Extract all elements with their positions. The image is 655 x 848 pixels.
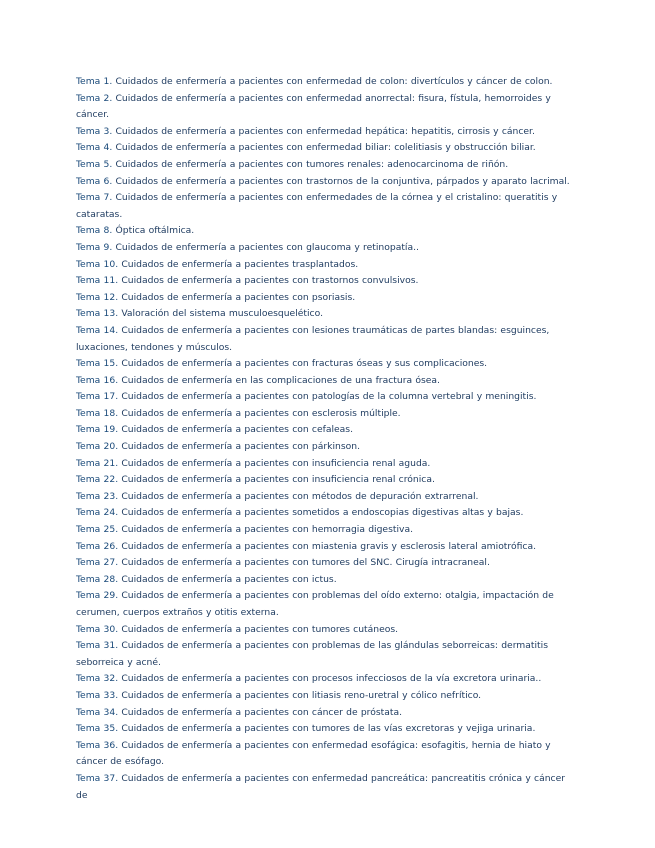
topic-number: Tema 8. bbox=[76, 225, 113, 237]
topic-item bbox=[76, 174, 576, 191]
topic-item bbox=[76, 240, 576, 257]
topic-text: Cuidados de enfermería a pacientes con problemas de las glándulas seborreicas: dermatitis seborreica y acné. bbox=[76, 640, 548, 668]
topic-text: Cuidados de enfermería a pacientes con cáncer de próstata. bbox=[121, 706, 403, 718]
topic-item bbox=[76, 588, 576, 621]
topic-number: Tema 15. bbox=[76, 358, 119, 370]
topic-text: Cuidados de enfermería a pacientes con enfermedad biliar: colelitiasis y obstrucción biliar. bbox=[115, 142, 536, 154]
topic-item bbox=[76, 456, 576, 473]
topic-item bbox=[76, 140, 576, 157]
topic-text: Cuidados de enfermería a pacientes con fracturas óseas y sus complicaciones. bbox=[121, 358, 488, 370]
topic-text: Cuidados de enfermería a pacientes con tumores de las vías excretoras y vejiga urinaria. bbox=[121, 723, 536, 735]
topic-number: Tema 18. bbox=[76, 407, 119, 419]
topic-item bbox=[76, 74, 576, 91]
topic-number: Tema 1. bbox=[76, 76, 113, 87]
topic-item bbox=[76, 572, 576, 589]
topic-text: Cuidados de enfermería a pacientes con miastenia gravis y esclerosis lateral amiotrófica. bbox=[121, 540, 536, 552]
topic-item bbox=[76, 273, 576, 290]
topic-item bbox=[76, 124, 576, 141]
topic-number: Tema 20. bbox=[76, 441, 119, 453]
topic-text: Cuidados de enfermería a pacientes con ictus. bbox=[121, 573, 337, 585]
topic-item bbox=[76, 555, 576, 572]
topic-item bbox=[76, 190, 576, 223]
topic-number: Tema 12. bbox=[76, 291, 119, 303]
topic-number: Tema 35. bbox=[76, 723, 119, 735]
topic-text: Cuidados de enfermería a pacientes con psoriasis. bbox=[121, 291, 356, 303]
topic-item bbox=[76, 422, 576, 439]
topic-number: Tema 28. bbox=[76, 573, 119, 585]
topic-text: Cuidados de enfermería a pacientes con patologías de la columna vertebral y meningitis. bbox=[121, 391, 537, 403]
topic-item bbox=[76, 738, 576, 771]
topic-number: Tema 6. bbox=[76, 175, 113, 187]
topic-text: Cuidados de enfermería a pacientes con trastornos convulsivos. bbox=[121, 275, 419, 287]
topic-item bbox=[76, 439, 576, 456]
topic-item bbox=[76, 306, 576, 323]
topic-text: Cuidados de enfermería a pacientes con tumores del SNC. Cirugía intracraneal. bbox=[121, 557, 490, 569]
topic-number: Tema 33. bbox=[76, 689, 119, 701]
topic-item bbox=[76, 522, 576, 539]
topic-text: Cuidados de enfermería a pacientes con litiasis reno-uretral y cólico nefrítico. bbox=[121, 689, 482, 701]
topic-number: Tema 32. bbox=[76, 673, 119, 685]
topic-text: Cuidados de enfermería a pacientes sometidos a endoscopias digestivas altas y bajas. bbox=[121, 507, 524, 519]
topic-text: Óptica oftálmica. bbox=[115, 225, 195, 237]
topic-text: Cuidados de enfermería a pacientes con enfermedad esofágica: esofagitis, hernia de hiato y cáncer de esófago. bbox=[76, 739, 551, 768]
topic-item bbox=[76, 721, 576, 738]
topic-number: Tema 2. bbox=[76, 92, 113, 104]
topic-number: Tema 4. bbox=[76, 142, 113, 154]
topic-text: Cuidados de enfermería a pacientes con enfermedades de la córnea y el cristalino: queratitis y cataratas. bbox=[76, 192, 558, 220]
topic-number: Tema 16. bbox=[76, 374, 119, 386]
topic-number: Tema 9. bbox=[76, 241, 113, 253]
topic-text: Cuidados de enfermería a pacientes con insuficiencia renal aguda. bbox=[121, 457, 431, 469]
topic-list bbox=[76, 74, 576, 804]
topic-item bbox=[76, 489, 576, 506]
topic-number: Tema 3. bbox=[76, 125, 113, 137]
topic-number: Tema 26. bbox=[76, 540, 119, 552]
topic-text: Cuidados de enfermería a pacientes con esclerosis múltiple. bbox=[121, 407, 401, 419]
topic-text: Cuidados de enfermería en las complicaciones de una fractura ósea. bbox=[121, 374, 440, 386]
topic-item bbox=[76, 91, 576, 124]
topic-item bbox=[76, 389, 576, 406]
topic-item bbox=[76, 356, 576, 373]
topic-number: Tema 31. bbox=[76, 640, 119, 652]
topic-item bbox=[76, 688, 576, 705]
topic-number: Tema 34. bbox=[76, 706, 119, 718]
topic-number: Tema 13. bbox=[76, 308, 119, 320]
topic-text: Cuidados de enfermería a pacientes con trastornos de la conjuntiva, párpados y aparato lacrimal. bbox=[115, 175, 570, 187]
topic-item bbox=[76, 406, 576, 423]
topic-number: Tema 19. bbox=[76, 424, 119, 436]
topic-item bbox=[76, 705, 576, 722]
topic-number: Tema 11. bbox=[76, 275, 119, 287]
topic-number: Tema 22. bbox=[76, 474, 119, 486]
topic-text: Cuidados de enfermería a pacientes con problemas del oído externo: otalgia, impactación de cerumen, cuerpos extraños y otitis externa. bbox=[76, 590, 554, 618]
topic-text: Cuidados de enfermería a pacientes con insuficiencia renal crónica. bbox=[121, 474, 435, 486]
topic-text: Cuidados de enfermería a pacientes con enfermedad hepática: hepatitis, cirrosis y cáncer. bbox=[115, 125, 535, 137]
topic-item bbox=[76, 223, 576, 240]
topic-text: Cuidados de enfermería a pacientes con párkinson. bbox=[121, 441, 360, 453]
topic-number: Tema 21. bbox=[76, 457, 119, 469]
topic-number: Tema 5. bbox=[76, 158, 113, 170]
topic-number: Tema 36. bbox=[76, 739, 119, 751]
topic-text: Valoración del sistema musculoesquelético. bbox=[121, 308, 323, 320]
topic-text: Cuidados de enfermería a pacientes con enfermedad de colon: divertículos y cáncer de colon. bbox=[115, 76, 553, 87]
topic-item bbox=[76, 505, 576, 522]
topic-item bbox=[76, 622, 576, 639]
topic-text: Cuidados de enfermería a pacientes con tumores cutáneos. bbox=[121, 623, 399, 635]
topic-item bbox=[76, 671, 576, 688]
topic-number: Tema 24. bbox=[76, 507, 119, 519]
topic-text: Cuidados de enfermería a pacientes con procesos infecciosos de la vía excretora urinaria.. bbox=[121, 673, 542, 685]
topic-text: Cuidados de enfermería a pacientes con tumores renales: adenocarcinoma de riñón. bbox=[115, 158, 509, 170]
topic-text: Cuidados de enfermería a pacientes con lesiones traumáticas de partes blandas: esguinces, luxaciones, tendones y músculos. bbox=[76, 324, 550, 353]
topic-number: Tema 25. bbox=[76, 524, 119, 536]
topic-number: Tema 27. bbox=[76, 557, 119, 569]
topic-item bbox=[76, 157, 576, 174]
topic-number: Tema 17. bbox=[76, 391, 119, 403]
topic-number: Tema 29. bbox=[76, 590, 119, 602]
topic-item bbox=[76, 539, 576, 556]
topic-number: Tema 30. bbox=[76, 623, 119, 635]
topic-number: Tema 23. bbox=[76, 490, 119, 502]
topic-text: Cuidados de enfermería a pacientes con cefaleas. bbox=[121, 424, 354, 436]
topic-item bbox=[76, 771, 576, 804]
topic-number: Tema 37. bbox=[76, 772, 119, 784]
topic-number: Tema 14. bbox=[76, 324, 119, 336]
topic-text: Cuidados de enfermería a pacientes con hemorragia digestiva. bbox=[121, 524, 414, 536]
topic-item bbox=[76, 290, 576, 307]
topic-number: Tema 10. bbox=[76, 258, 119, 270]
topic-text: Cuidados de enfermería a pacientes con métodos de depuración extrarrenal. bbox=[121, 490, 479, 502]
topic-number: Tema 7. bbox=[76, 192, 113, 204]
topic-item bbox=[76, 638, 576, 671]
topic-text: Cuidados de enfermería a pacientes con enfermedad anorrectal: fisura, fístula, hemorroides y cáncer. bbox=[76, 92, 551, 121]
topic-text: Cuidados de enfermería a pacientes con enfermedad pancreática: pancreatitis crónica y cáncer de bbox=[76, 772, 566, 801]
topic-item bbox=[76, 373, 576, 390]
topic-item bbox=[76, 257, 576, 274]
topic-item bbox=[76, 472, 576, 489]
topic-text: Cuidados de enfermería a pacientes con glaucoma y retinopatía.. bbox=[115, 241, 419, 253]
topic-item bbox=[76, 323, 576, 356]
topic-text: Cuidados de enfermería a pacientes trasplantados. bbox=[121, 258, 359, 270]
